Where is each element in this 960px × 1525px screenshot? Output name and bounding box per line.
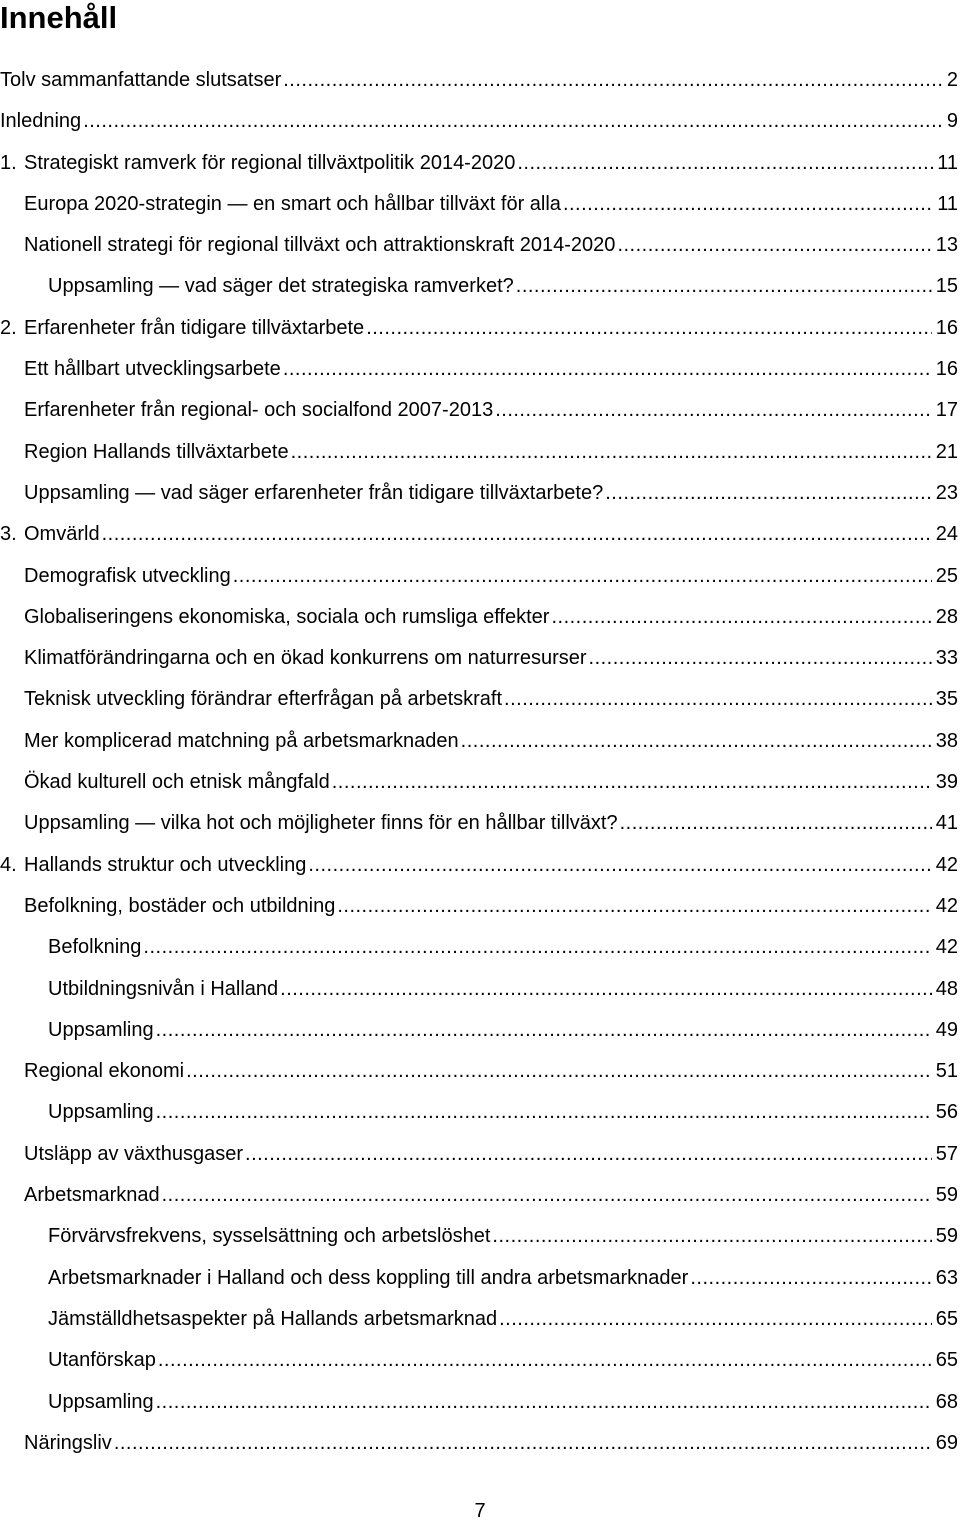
toc-entry[interactable] (0, 473, 960, 514)
toc-entry-page: 49 (935, 1018, 958, 1041)
toc-entry-title: Uppsamling (48, 1390, 154, 1413)
toc-dot-leader (156, 1010, 932, 1051)
toc-entry[interactable] (0, 803, 960, 844)
toc-dot-leader (617, 225, 931, 266)
toc-entry-title: Hallands struktur och utveckling (24, 853, 307, 876)
toc-entry[interactable] (0, 886, 960, 927)
toc-entry[interactable] (0, 556, 960, 597)
toc-entry-page: 39 (935, 771, 958, 794)
toc-entry-page: 42 (935, 936, 958, 959)
toc-dot-leader (233, 556, 932, 597)
toc-entry-page: 57 (935, 1142, 958, 1165)
toc-entry-page: 41 (935, 812, 958, 835)
toc-dot-leader (283, 60, 943, 101)
toc-entry-page: 69 (935, 1431, 958, 1454)
toc-entry[interactable] (0, 390, 960, 431)
toc-dot-leader (366, 308, 932, 349)
toc-entry-title: Klimatförändringarna och en ökad konkurrens om naturresurser (24, 647, 587, 670)
toc-entry-title: Uppsamling — vilka hot och möjligheter finns för en hållbar tillväxt? (24, 812, 618, 835)
toc-entry-title: Region Hallands tillväxtarbete (24, 440, 289, 463)
toc-dot-leader (83, 101, 943, 142)
toc-dot-leader (114, 1423, 932, 1464)
toc-entry-page: 68 (935, 1390, 958, 1413)
toc-entry-page: 33 (935, 647, 958, 670)
toc-entry-title: Utbildningsnivån i Halland (48, 977, 279, 1000)
toc-entry-page: 9 (946, 110, 958, 133)
toc-dot-leader (563, 184, 933, 225)
toc-entry-page: 65 (935, 1307, 958, 1330)
toc-entry-title: Ett hållbart utvecklingsarbete (24, 358, 281, 381)
toc-entry-page: 65 (935, 1349, 958, 1372)
toc-dot-leader (499, 1299, 932, 1340)
toc-dot-leader (504, 679, 932, 720)
toc-dot-leader (283, 349, 932, 390)
toc-dot-leader (162, 1175, 932, 1216)
toc-entry-number: 1. (0, 151, 17, 174)
toc-entry-page: 24 (935, 523, 958, 546)
toc-entry-title: Nationell strategi för regional tillväxt och attraktionskraft 2014-2020 (24, 234, 616, 257)
toc-entry-page: 51 (935, 1060, 958, 1083)
toc-entry-title: Utanförskap (48, 1349, 156, 1372)
toc-entry[interactable] (0, 308, 960, 349)
toc-entry[interactable] (0, 1299, 960, 1340)
toc-dot-leader (156, 1382, 932, 1423)
toc-entry[interactable] (0, 638, 960, 679)
toc-dot-leader (332, 762, 932, 803)
toc-entry-title: Strategiskt ramverk för regional tillväxtpolitik 2014-2020 (24, 151, 516, 174)
toc-entry-title: Erfarenheter från tidigare tillväxtarbete (24, 316, 365, 339)
toc-entry-title: Europa 2020-strategin — en smart och hållbar tillväxt för alla (24, 192, 561, 215)
toc-dot-leader (158, 1340, 932, 1381)
toc-dot-leader (551, 597, 931, 638)
toc-entry[interactable] (0, 1010, 960, 1051)
toc-entry-title: Uppsamling — vad säger det strategiska ramverket? (48, 275, 514, 298)
toc-entry[interactable] (0, 101, 960, 142)
toc-entry[interactable] (0, 762, 960, 803)
toc-entry-title: Uppsamling (48, 1101, 154, 1124)
toc-entry[interactable] (0, 266, 960, 307)
toc-entry-page: 16 (935, 358, 958, 381)
toc-entry[interactable] (0, 1134, 960, 1175)
toc-entry-page: 16 (935, 316, 958, 339)
toc-entry-number: 3. (0, 523, 17, 546)
toc-dot-leader (589, 638, 932, 679)
toc-entry-title: Förvärvsfrekvens, sysselsättning och arbetslöshet (48, 1225, 491, 1248)
toc-dot-leader (517, 143, 933, 184)
toc-list (0, 60, 960, 1464)
page-number: 7 (474, 1500, 486, 1522)
toc-entry-title: Globaliseringens ekonomiska, sociala och rumsliga effekter (24, 605, 550, 628)
toc-entry-page: 48 (935, 977, 958, 1000)
toc-entry[interactable] (0, 1258, 960, 1299)
toc-heading: Innehåll (0, 0, 118, 35)
toc-dot-leader (605, 473, 932, 514)
toc-dot-leader (280, 969, 932, 1010)
toc-dot-leader (102, 514, 932, 555)
toc-entry-title: Befolkning (48, 936, 142, 959)
toc-entry-page: 13 (935, 234, 958, 257)
toc-dot-leader (495, 390, 932, 431)
toc-dot-leader (308, 845, 931, 886)
toc-entry[interactable] (0, 679, 960, 720)
toc-entry-title: Befolkning, bostäder och utbildning (24, 894, 336, 917)
toc-entry-page: 63 (935, 1266, 958, 1289)
toc-entry-page: 42 (935, 894, 958, 917)
toc-entry[interactable] (0, 60, 960, 101)
toc-entry-page: 59 (935, 1184, 958, 1207)
toc-entry[interactable] (0, 514, 960, 555)
toc-entry-page: 25 (935, 564, 958, 587)
toc-entry[interactable] (0, 184, 960, 225)
toc-entry-title: Arbetsmarknad (24, 1184, 160, 1207)
toc-entry[interactable] (0, 349, 960, 390)
toc-entry[interactable] (0, 1340, 960, 1381)
toc-dot-leader (337, 886, 931, 927)
toc-entry-page: 28 (935, 605, 958, 628)
toc-dot-leader (143, 927, 931, 968)
toc-dot-leader (516, 266, 932, 307)
toc-entry[interactable] (0, 927, 960, 968)
toc-entry[interactable] (0, 969, 960, 1010)
toc-entry-title: Mer komplicerad matchning på arbetsmarknaden (24, 729, 459, 752)
toc-dot-leader (156, 1092, 932, 1133)
toc-entry[interactable] (0, 721, 960, 762)
toc-entry[interactable] (0, 225, 960, 266)
toc-entry-title: Demografisk utveckling (24, 564, 231, 587)
toc-entry[interactable] (0, 1423, 960, 1464)
toc-dot-leader (245, 1134, 932, 1175)
toc-entry[interactable] (0, 1175, 960, 1216)
toc-entry-title: Omvärld (24, 523, 100, 546)
toc-entry-number: 2. (0, 316, 17, 339)
toc-entry-number: 4. (0, 853, 17, 876)
toc-entry-title: Jämställdhetsaspekter på Hallands arbetsmarknad (48, 1307, 498, 1330)
toc-entry-page: 11 (937, 192, 958, 215)
toc-entry-title: Uppsamling (48, 1018, 154, 1041)
toc-dot-leader (291, 432, 932, 473)
toc-entry-page: 11 (937, 151, 958, 174)
toc-entry-title: Tolv sammanfattande slutsatser (0, 69, 282, 91)
toc-entry-page: 56 (935, 1101, 958, 1124)
toc-entry-title: Teknisk utveckling förändrar efterfrågan på arbetskraft (24, 688, 503, 711)
toc-entry-page: 42 (935, 853, 958, 876)
toc-dot-leader (186, 1051, 932, 1092)
toc-dot-leader (461, 721, 932, 762)
toc-entry-page: 15 (935, 275, 958, 298)
toc-entry[interactable] (0, 1216, 960, 1257)
toc-entry-page: 17 (935, 399, 958, 422)
toc-entry[interactable] (0, 1092, 960, 1133)
toc-entry-page: 38 (935, 729, 958, 752)
toc-dot-leader (620, 803, 932, 844)
toc-entry-title: Näringsliv (24, 1431, 112, 1454)
toc-entry-page: 21 (935, 440, 958, 463)
toc-entry-page: 59 (935, 1225, 958, 1248)
toc-entry[interactable] (0, 1382, 960, 1423)
toc-entry-title: Arbetsmarknader i Halland och dess koppling till andra arbetsmarknader (48, 1266, 689, 1289)
toc-entry-title: Utsläpp av växthusgaser (24, 1142, 244, 1165)
toc-entry[interactable] (0, 1051, 960, 1092)
toc-entry[interactable] (0, 597, 960, 638)
toc-entry-page: 35 (935, 688, 958, 711)
toc-entry-title: Inledning (0, 110, 82, 133)
toc-entry-page: 23 (935, 481, 958, 504)
toc-entry[interactable] (0, 143, 960, 184)
toc-dot-leader (690, 1258, 931, 1299)
toc-entry-title: Erfarenheter från regional- och socialfond 2007-2013 (24, 399, 494, 422)
toc-entry-title: Ökad kulturell och etnisk mångfald (24, 771, 330, 794)
toc-entry-title: Regional ekonomi (24, 1060, 185, 1083)
toc-entry-title: Uppsamling — vad säger erfarenheter från tidigare tillväxtarbete? (24, 481, 604, 504)
toc-entry-page: 2 (946, 69, 958, 91)
toc-entry[interactable] (0, 432, 960, 473)
toc-dot-leader (492, 1216, 931, 1257)
toc-entry[interactable] (0, 845, 960, 886)
